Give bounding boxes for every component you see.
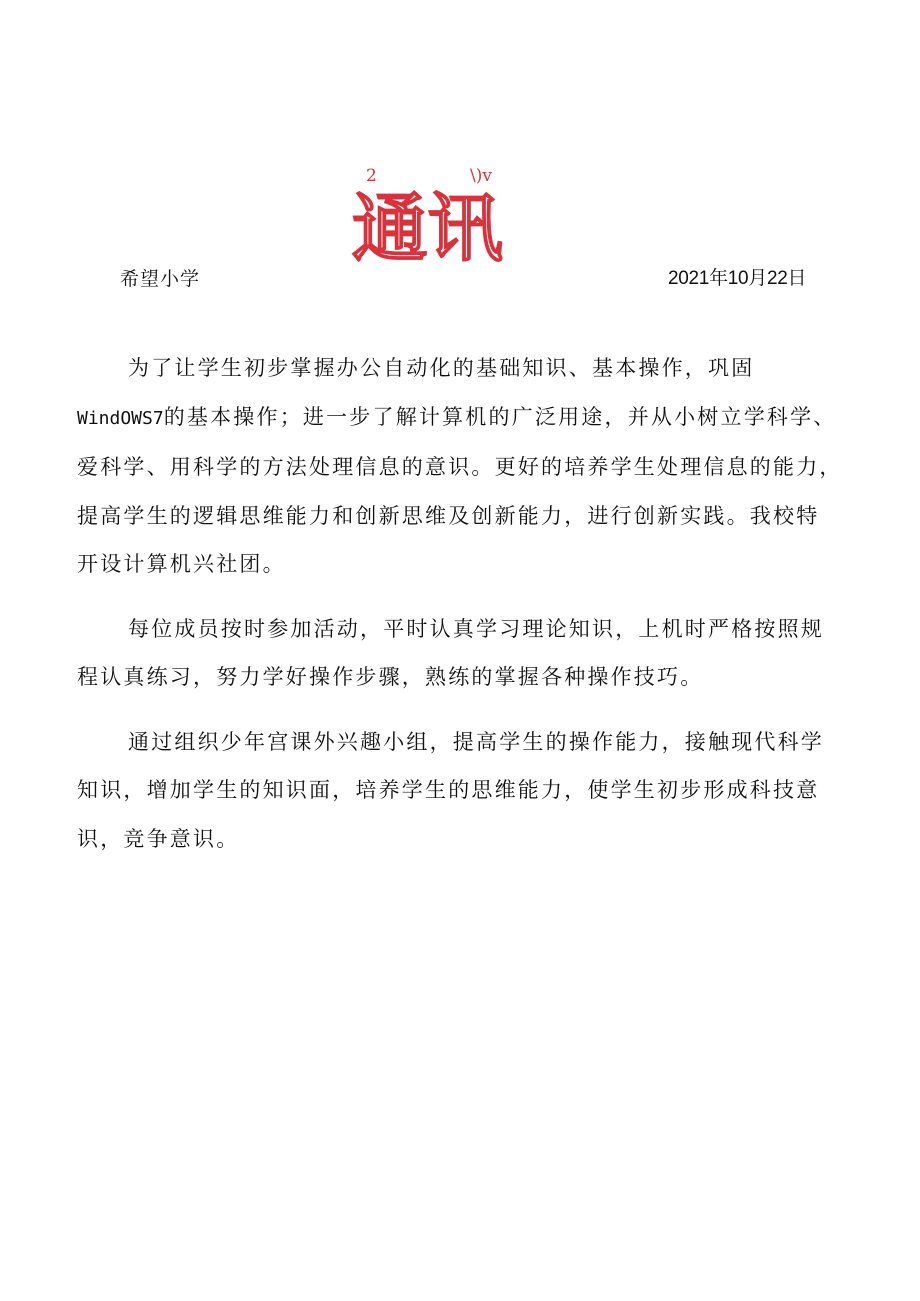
paragraph-line: 为了让学生初步掌握办公自动化的基础知识、基本操作，巩固	[128, 356, 755, 380]
paragraph-line: 识，竞争意识。	[77, 826, 240, 851]
header-mark-right: \)v	[470, 166, 492, 186]
meta-row	[0, 264, 920, 294]
header-mark-left: 2	[366, 166, 377, 186]
paragraph-activities	[77, 605, 829, 702]
paragraph-line: 爱科学、用科学的方法处理信息的意识。更好的培养学生处理信息的能力，	[77, 455, 843, 479]
paragraph-line: 程认真练习，努力学好操作步骤，熟练的掌握各种操作技巧。	[77, 665, 704, 689]
paragraph-line	[77, 393, 837, 444]
paragraph-intro	[77, 344, 843, 589]
publish-date: 2021年10月22日	[668, 268, 807, 289]
paragraph-line: 每位成员按时参加活动，平时认真学习理论知识，上机时严格按照规	[128, 616, 824, 641]
school-name: 希望小学	[120, 268, 201, 290]
banner-title: 通讯	[352, 186, 503, 272]
os-name-text: WindOWS7	[77, 407, 164, 429]
paragraph-line: 提高学生的逻辑思维能力和创新思维及创新能力，进行创新实践。我校特	[77, 503, 820, 528]
article-body	[77, 344, 843, 863]
paragraph-line: 开设计算机兴社团。	[77, 552, 286, 576]
paragraph-line: 知识，增加学生的知识面，培养学生的思维能力，使学生初步形成科技意	[77, 778, 820, 802]
paragraph-line: 通过组织少年宫课外兴趣小组，提高学生的操作能力，接触现代科学	[128, 729, 824, 754]
paragraph-goals	[77, 718, 829, 864]
paragraph-line-rest: 的基本操作；进一步了解计算机的广泛用途，并从小树立学科学、	[163, 404, 837, 429]
